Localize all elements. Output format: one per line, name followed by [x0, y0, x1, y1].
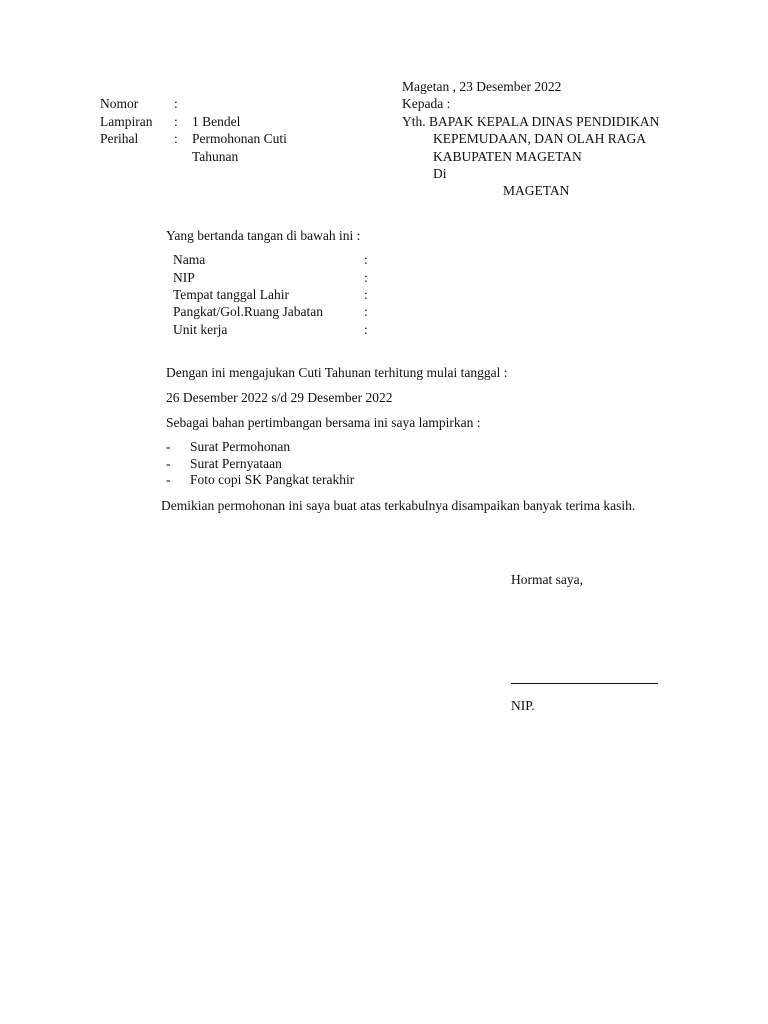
lampiran-colon: :	[174, 114, 178, 129]
attachment-item: Surat Permohonan	[190, 439, 291, 454]
nomor-colon: :	[174, 96, 178, 111]
attachment-item: Surat Pernyataan	[190, 456, 282, 471]
recipient-line1: Yth. BAPAK KEPALA DINAS PENDIDIKAN	[402, 114, 660, 129]
recipient-line5: MAGETAN	[503, 183, 570, 198]
signature-greeting: Hormat saya,	[511, 572, 583, 587]
signature-nip: NIP.	[511, 698, 535, 713]
field-colon-nama: :	[364, 252, 368, 267]
field-label-unit: Unit kerja	[173, 322, 228, 337]
field-label-pangkat: Pangkat/Gol.Ruang Jabatan	[173, 304, 323, 319]
signature-line	[511, 683, 658, 684]
perihal-value-line2: Tahunan	[192, 149, 239, 164]
attachment-dash: -	[166, 439, 171, 454]
closing-text: Demikian permohonan ini saya buat atas terkabulnya disampaikan banyak terima kasih.	[161, 498, 636, 513]
recipient-line2: KEPEMUDAAN, DAN OLAH RAGA	[433, 131, 646, 146]
perihal-label: Perihal	[100, 131, 139, 146]
field-colon-nip: :	[364, 270, 368, 285]
attachment-item: Foto copi SK Pangkat terakhir	[190, 472, 355, 487]
attachment-dash: -	[166, 472, 171, 487]
field-label-ttl: Tempat tanggal Lahir	[173, 287, 290, 302]
request-text: Dengan ini mengajukan Cuti Tahunan terhitung mulai tanggal :	[166, 365, 508, 380]
lampiran-value: 1 Bendel	[192, 114, 241, 129]
recipient-line3: KABUPATEN MAGETAN	[433, 149, 582, 164]
recipient-kepada: Kepada :	[402, 96, 451, 111]
perihal-colon: :	[174, 131, 178, 146]
field-colon-ttl: :	[364, 287, 368, 302]
field-label-nama: Nama	[173, 252, 206, 267]
leave-period: 26 Desember 2022 s/d 29 Desember 2022	[166, 390, 393, 405]
field-label-nip: NIP	[173, 270, 195, 285]
lampiran-label: Lampiran	[100, 114, 153, 129]
recipient-line4: Di	[433, 166, 447, 181]
body-intro: Yang bertanda tangan di bawah ini :	[166, 228, 361, 243]
field-colon-unit: :	[364, 322, 368, 337]
place-date: Magetan , 23 Desember 2022	[402, 79, 562, 94]
attachments-intro: Sebagai bahan pertimbangan bersama ini saya lampirkan :	[166, 415, 481, 430]
attachment-dash: -	[166, 456, 171, 471]
nomor-label: Nomor	[100, 96, 139, 111]
field-colon-pangkat: :	[364, 304, 368, 319]
perihal-value-line1: Permohonan Cuti	[192, 131, 287, 146]
